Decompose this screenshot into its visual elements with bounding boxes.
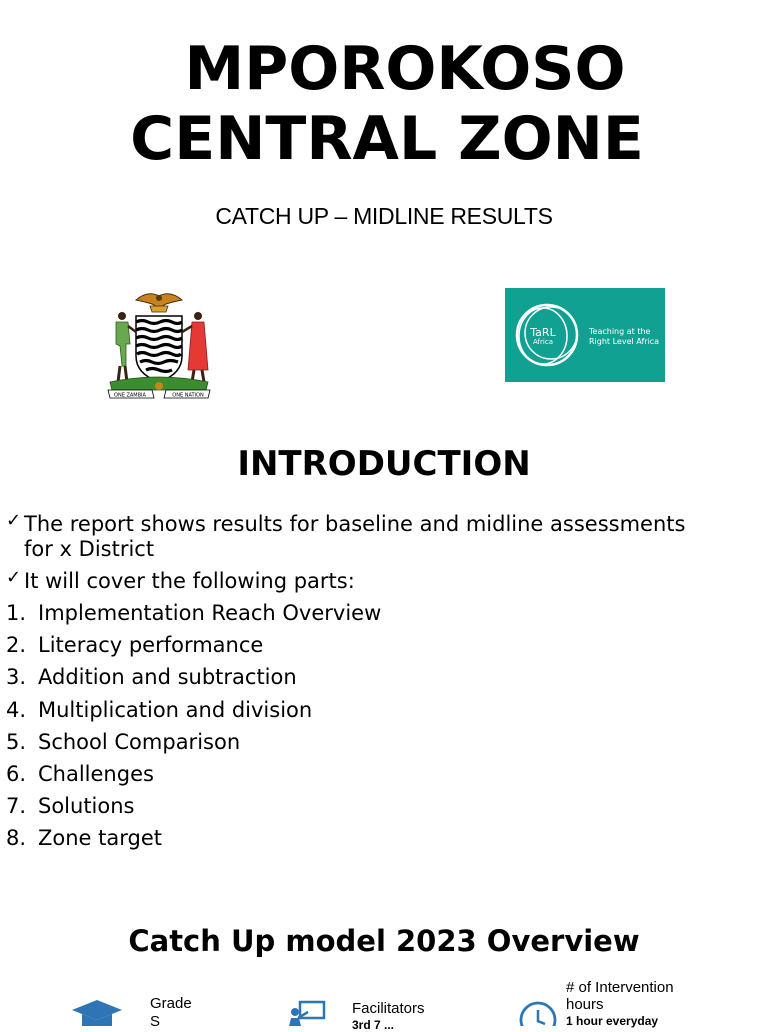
bullet-text-line-1: The report shows results for baseline and midline assessments	[24, 512, 686, 536]
coat-of-arms-logo	[106, 286, 212, 404]
coat-motto-right: ONE NATION	[172, 392, 204, 399]
teacher-board-icon	[288, 1000, 328, 1026]
list-item: 5. School Comparison	[6, 729, 241, 754]
list-item: 2. Literacy performance	[6, 633, 264, 658]
clock-icon	[519, 1000, 559, 1026]
grade-value: S	[150, 1013, 161, 1030]
tarl-tagline-1: Teaching at the	[589, 327, 651, 336]
bullet-text-line-2: for x District	[24, 537, 155, 561]
list-item: 8. Zone target	[6, 826, 162, 851]
page-subtitle: CATCH UP – MIDLINE RESULTS	[215, 203, 553, 229]
list-item: 4. Multiplication and division	[6, 697, 313, 722]
bullet-text: It will cover the following parts:	[24, 569, 355, 593]
tarl-ring-subtext: Africa	[533, 338, 553, 346]
facilitators-label: Facilitators	[352, 1000, 425, 1017]
report-parts-list	[6, 599, 381, 857]
list-item: 6. Challenges	[6, 761, 154, 786]
introduction-heading: INTRODUCTION	[237, 444, 531, 484]
tarl-africa-logo	[505, 288, 665, 382]
intervention-hours-value: 1 hour everyday	[566, 1014, 659, 1028]
tarl-ring-text: TaRL	[530, 326, 556, 339]
list-item: 1. Implementation Reach Overview	[6, 601, 382, 625]
bullet-report-scope	[6, 512, 746, 562]
list-item: 7. Solutions	[6, 794, 135, 819]
intervention-hours-label: # of Intervention hours	[566, 979, 674, 1013]
page-title	[0, 34, 768, 174]
overview-heading: Catch Up model 2023 Overview	[128, 924, 640, 958]
grade-label: Grade	[150, 995, 192, 1012]
title-line-2: CENTRAL ZONE	[130, 104, 644, 174]
coat-motto-left: ONE ZAMBIA	[114, 392, 146, 399]
facilitators-value: 3rd 7 ...	[352, 1018, 395, 1032]
check-icon: ✓	[6, 567, 22, 588]
check-icon: ✓	[6, 510, 22, 531]
bullet-cover-parts	[6, 569, 746, 594]
list-item: 3. Addition and subtraction	[6, 665, 297, 690]
tarl-tagline-2: Right Level Africa	[589, 337, 660, 346]
title-line-1: MPOROKOSO	[184, 34, 626, 104]
